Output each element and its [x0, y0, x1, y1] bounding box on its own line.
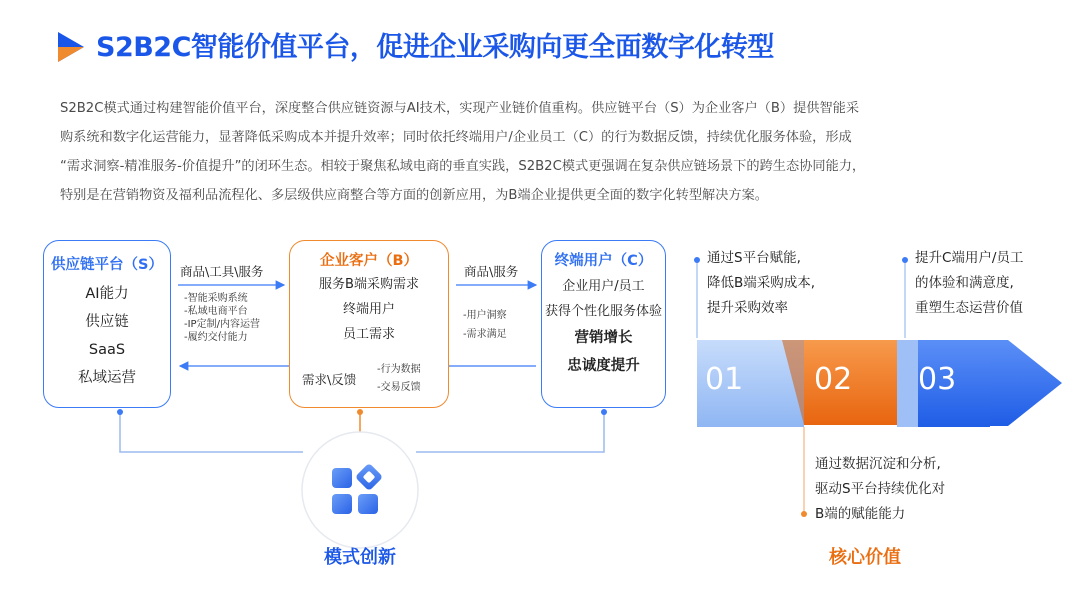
intro-line: “需求洞察-精准服务-价值提升”的闭环生态。相较于聚焦私域电商的垂直实践，S2B2C模式更强调在复杂供应链场景下的跨生态协同能力， [60, 159, 866, 174]
intro-line: S2B2C模式通过构建智能价值平台，深度整合供应链资源与AI技术，实现产业链价值重构。供应链平台（S）为企业客户（B）提供智能采 [60, 101, 860, 116]
s-to-b-notes [184, 292, 260, 344]
play-triangle-logo [56, 30, 86, 64]
step-number: 02 [814, 362, 853, 397]
intro-paragraph [60, 94, 1030, 210]
step-03-arrow [980, 340, 1062, 426]
end-user-box [541, 240, 666, 408]
c-box-strong-item: 营销增长 [574, 330, 633, 346]
value-note-line: 提升C端用户/员工 [915, 250, 1024, 266]
value-note-line: 通过数据沉淀和分析, [815, 456, 941, 472]
b-to-c-label: 商品\服务 [464, 264, 519, 279]
model-innovation-label: 模式创新 [324, 547, 396, 568]
value-dot-3 [902, 257, 908, 263]
value-note-line: 降低B端采购成本, [707, 275, 816, 291]
s-box-item: AI能力 [85, 286, 129, 302]
connector-dot [601, 409, 607, 415]
value-note-line: 的体验和满意度, [915, 275, 1014, 291]
s-to-b-note: -IP定制/内容运营 [184, 319, 260, 330]
b-box-item: 服务B端采购需求 [319, 277, 419, 292]
b-box-title: 企业客户（B） [319, 253, 419, 269]
feedback-note: -交易反馈 [377, 382, 421, 393]
step-number: 03 [918, 362, 957, 397]
modules-circle [302, 432, 418, 548]
step-number: 01 [705, 362, 744, 397]
value-dot-2 [801, 511, 807, 517]
value-note-line: 通过S平台赋能, [707, 250, 801, 266]
value-note-line: B端的赋能能力 [815, 506, 906, 522]
s-to-b-note: -履约交付能力 [184, 332, 248, 343]
c-box-title: 终端用户（C） [554, 253, 653, 269]
s-to-b-note: -私域电商平台 [184, 306, 248, 317]
b-box-item: 员工需求 [342, 327, 395, 342]
value-note-line: 驱动S平台持续优化对 [815, 481, 946, 497]
s-box-title: 供应链平台（S） [51, 257, 163, 273]
value-note-line: 重塑生态运营价值 [915, 300, 1023, 316]
step-03-fold [897, 340, 920, 427]
feedback-note: -行为数据 [377, 364, 421, 375]
core-value-label: 核心价值 [829, 547, 901, 568]
connector-dot [357, 409, 363, 415]
value-dot-1 [694, 257, 700, 263]
c-box-item: 获得个性化服务体验 [544, 304, 662, 319]
b-to-c-notes [463, 306, 507, 344]
value-note-line: 提升采购效率 [707, 300, 788, 316]
value-note-3 [915, 246, 1023, 321]
b-to-c-note: -用户洞察 [463, 310, 507, 321]
intro-line: 购系统和数字化运营能力，显著降低采购成本并提升效率；同时依托终端用户/企业员工（C）的行为数据反馈，持续优化服务体验，形成 [60, 130, 852, 145]
c-box-item: 企业用户/员工 [562, 279, 645, 294]
b-box-item: 终端用户 [342, 302, 395, 317]
intro-line: 特别是在营销物资及福利品流程化、多层级供应商整合等方面的创新应用，为B端企业提供更全面的数字化转型解决方案。 [60, 188, 768, 203]
s-box-item: 私域运营 [78, 370, 136, 386]
page-title: S2B2C智能价值平台，促进企业采购向更全面数字化转型 [96, 32, 774, 63]
s-to-b-label: 商品\工具\服务 [180, 264, 264, 279]
supply-chain-platform-box [43, 240, 171, 408]
value-note-2 [815, 452, 945, 527]
b-to-c-note: -需求满足 [463, 329, 507, 340]
connector-dot [117, 409, 123, 415]
s-box-item: SaaS [88, 342, 126, 358]
s-to-b-note: -智能采购系统 [184, 293, 248, 304]
c-box-strong-item: 忠诚度提升 [567, 358, 640, 374]
s-box-item: 供应链 [85, 314, 129, 330]
feedback-label: 需求\反馈 [302, 372, 357, 387]
value-note-1 [707, 246, 815, 321]
